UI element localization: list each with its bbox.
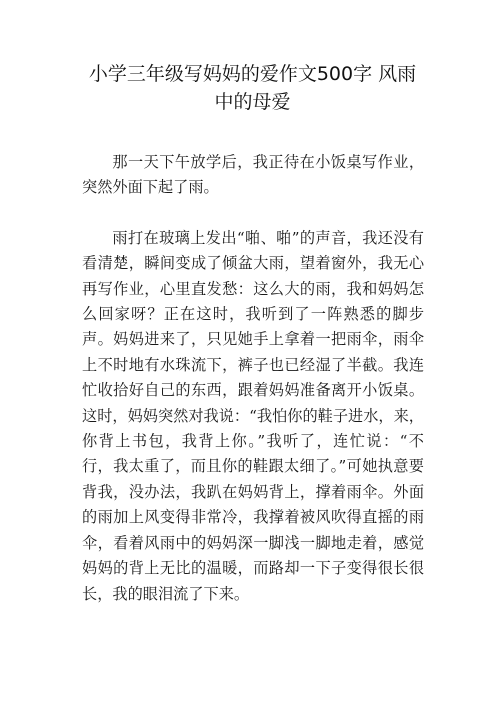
document-body — [82, 150, 424, 607]
paragraph-2: 雨打在玻璃上发出“啪、啪”的声音，我还没有看清楚，瞬间变成了倾盆大雨，望着窗外，我无心再写作业，心里直发愁：这么大的雨，我和妈妈怎么回家呀？正在这时，我听到了一阵熟悉的脚步声。妈妈进来了，只见她手上拿着一把雨伞，雨伞上不时地有水珠流下，裤子也已经湿了半截。我连忙收拾好自己的东西，跟着妈妈准备离开小饭桌。这时，妈妈突然对我说：“我怕你的鞋子进水，来，你背上书包，我背上你。”我听了，连忙说：“不行，我太重了，而且你的鞋跟太细了。”可她执意要背我，没办法，我趴在妈妈背上，撑着雨伞。外面的雨加上风变得非常冷，我撑着被风吹得直摇的雨伞，看着风雨中的妈妈深一脚浅一脚地走着，感觉妈妈的背上无比的温暖，而路却一下子变得很长很长，我的眼泪流了下来。 — [82, 228, 424, 603]
document-title: 小学三年级写妈妈的爱作文500字 风雨中的母爱 — [88, 63, 417, 113]
paragraph-1: 那一天下午放学后，我正待在小饭桌写作业，突然外面下起了雨。 — [82, 153, 424, 197]
